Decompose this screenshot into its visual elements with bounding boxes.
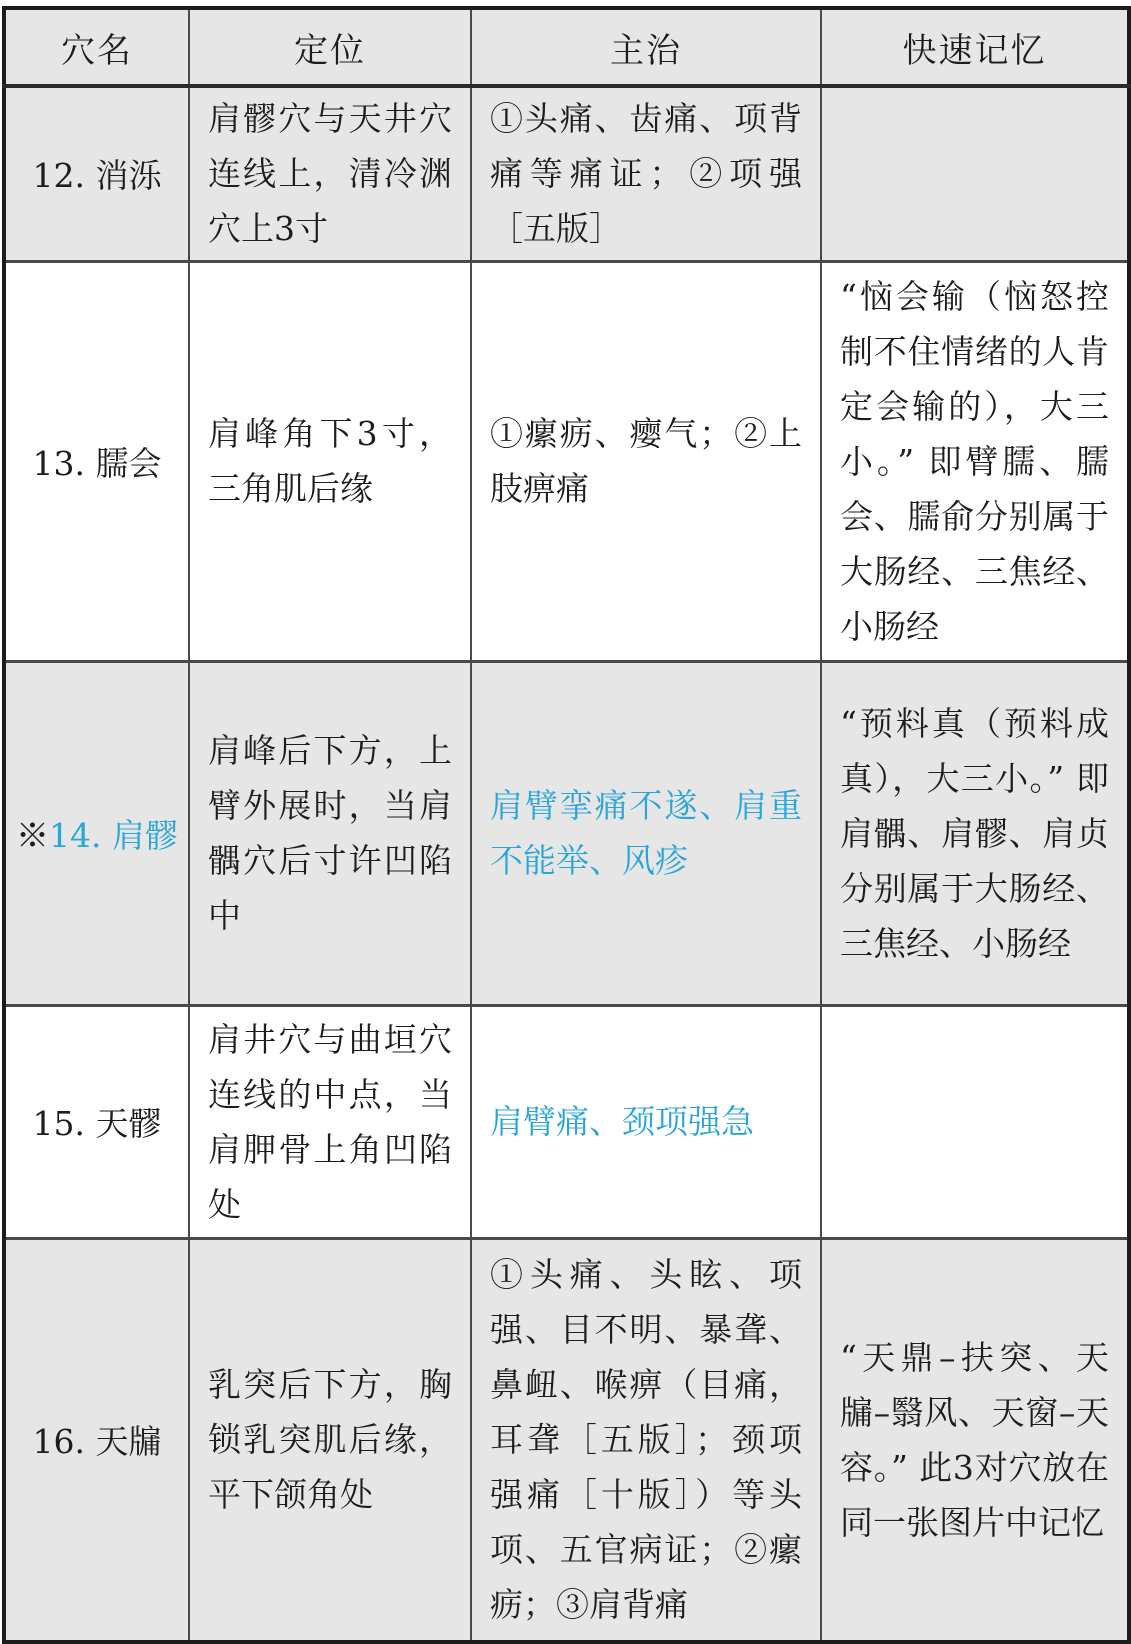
location-cell xyxy=(189,661,471,1005)
point-name-prefix: ※ xyxy=(16,815,49,855)
header-location: 定位 xyxy=(189,8,471,86)
header-quick-memory: 快速记忆 xyxy=(821,8,1129,86)
memory-cell xyxy=(821,1005,1129,1238)
location-cell xyxy=(189,86,471,261)
indications-cell xyxy=(471,661,821,1005)
table-row xyxy=(4,86,1129,261)
memory-cell xyxy=(821,661,1129,1005)
point-name-cell xyxy=(4,661,189,1005)
point-name-cell xyxy=(4,1238,189,1642)
location-text: 肩井穴与曲垣穴连线的中点，当肩胛骨上角凹陷处 xyxy=(208,1019,452,1224)
indications-cell xyxy=(471,86,821,261)
location-text: 肩峰角下3寸，三角肌后缘 xyxy=(208,414,452,508)
indications-text: ①头痛、齿痛、项背痛等痛证；②项强［五版］ xyxy=(490,99,802,249)
indications-text: 肩臂挛痛不遂、肩重不能举、风疹 xyxy=(490,786,802,880)
acupoint-table xyxy=(2,6,1131,1644)
table-row xyxy=(4,1238,1129,1642)
point-name: 14. 肩髎 xyxy=(49,815,178,855)
memory-cell xyxy=(821,261,1129,661)
location-cell xyxy=(189,261,471,661)
location-text: 肩髎穴与天井穴连线上，清冷渊穴上3寸 xyxy=(208,99,452,249)
location-cell xyxy=(189,1238,471,1642)
indications-text: ①头痛、头眩、项强、目不明、暴聋、鼻衄、喉痹（目痛，耳聋［五版］；颈项强痛［十版］）等头项、五官病证；②瘰疬；③肩背痛 xyxy=(490,1255,802,1625)
indications-text: 肩臂痛、颈项强急 xyxy=(490,1102,754,1141)
memory-cell xyxy=(821,86,1129,261)
point-name-cell xyxy=(4,1005,189,1238)
point-name: 12. 消泺 xyxy=(32,156,162,196)
memory-text: “恼会输（恼怒控制不住情绪的人肯定会输的），大三小。” 即臂臑、臑会、臑俞分别属于大肠经、三焦经、小肠经 xyxy=(840,276,1109,646)
point-name: 13. 臑会 xyxy=(32,443,162,483)
header-point-name: 穴名 xyxy=(4,8,189,86)
table-row xyxy=(4,261,1129,661)
indications-cell xyxy=(471,261,821,661)
memory-text: “预料真（预料成真），大三小。” 即肩髃、肩髎、肩贞分别属于大肠经、三焦经、小肠经 xyxy=(840,703,1109,963)
location-cell xyxy=(189,1005,471,1238)
point-name-cell xyxy=(4,261,189,661)
point-name-cell xyxy=(4,86,189,261)
location-text: 乳突后下方，胸锁乳突肌后缘，平下颌角处 xyxy=(208,1365,452,1515)
header-row xyxy=(4,8,1129,86)
location-text: 肩峰后下方，上臂外展时，当肩髃穴后寸许凹陷中 xyxy=(208,731,452,935)
table-row xyxy=(4,1005,1129,1238)
memory-cell xyxy=(821,1238,1129,1642)
point-name: 15. 天髎 xyxy=(32,1104,162,1143)
memory-text: “天鼎–扶突、天牖–翳风、天窗–天容。” 此3对穴放在同一张图片中记忆 xyxy=(840,1337,1109,1542)
point-name: 16. 天牖 xyxy=(32,1422,162,1462)
table-row xyxy=(4,661,1129,1005)
header-indications: 主治 xyxy=(471,8,821,86)
indications-cell xyxy=(471,1238,821,1642)
indications-text: ①瘰疬、瘿气；②上肢痹痛 xyxy=(490,414,802,508)
indications-cell xyxy=(471,1005,821,1238)
